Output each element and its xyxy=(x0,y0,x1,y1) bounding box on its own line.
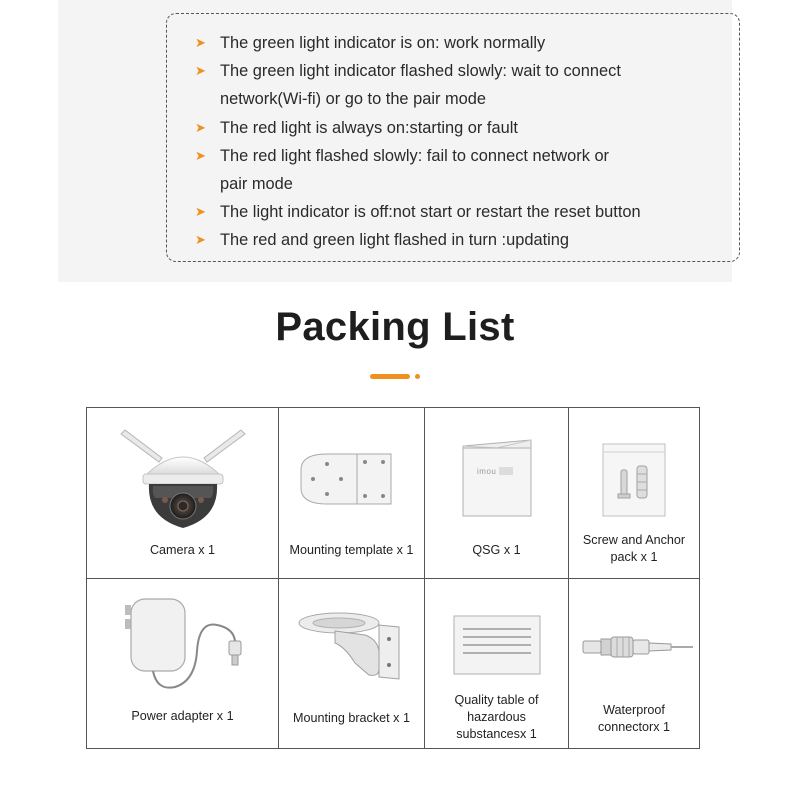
item-label: Screw and Anchor xyxy=(582,533,686,547)
waterproof-connector-icon xyxy=(577,629,695,665)
item-label: connectorx 1 xyxy=(597,720,671,734)
indicator-text: The red light flashed slowly: fail to connect network or xyxy=(220,146,610,165)
item-label: Quality table of xyxy=(454,693,539,707)
indicator-item xyxy=(195,226,715,254)
indicator-text: The green light indicator is on: work normally xyxy=(220,34,546,52)
arrow-bullet-icon: ➤ xyxy=(195,232,206,248)
arrow-bullet-icon: ➤ xyxy=(195,63,206,79)
indicator-text: The green light indicator flashed slowly: wait to connect xyxy=(220,62,621,81)
mounting-template-icon xyxy=(297,448,407,510)
arrow-bullet-icon: ➤ xyxy=(195,204,206,220)
packing-item-screw-anchor xyxy=(569,408,699,579)
packing-item-quality-table xyxy=(425,579,569,748)
arrow-bullet-icon: ➤ xyxy=(195,35,206,50)
packing-grid xyxy=(86,407,700,749)
packing-list-title: Packing List xyxy=(275,305,515,349)
indicator-box xyxy=(166,13,740,262)
packing-item-power-adapter xyxy=(87,579,279,748)
item-label: substancesx 1 xyxy=(456,727,537,741)
indicator-item xyxy=(195,142,715,198)
item-label: Waterproof xyxy=(603,703,665,717)
indicator-text: network(Wi-fi) or go to the pair mode xyxy=(220,90,486,109)
indicator-text: pair mode xyxy=(220,175,293,194)
qsg-booklet-icon xyxy=(457,436,537,520)
item-label: Power adapter x 1 xyxy=(131,709,234,723)
packing-item-mounting-template xyxy=(279,408,425,579)
item-label: hazardous xyxy=(467,710,526,724)
packing-item-waterproof-connector xyxy=(569,579,699,748)
indicator-item xyxy=(195,114,715,142)
item-label: Mounting template x 1 xyxy=(289,543,414,557)
camera-icon xyxy=(115,428,251,532)
title-accent-bar xyxy=(370,374,410,379)
screw-anchor-pack-icon xyxy=(599,440,669,520)
indicator-item xyxy=(195,57,715,113)
indicator-text: The red and green light flashed in turn :updating xyxy=(220,231,569,250)
indicator-text: The red light is always on:starting or fault xyxy=(220,118,518,137)
item-label: pack x 1 xyxy=(610,550,658,564)
indicator-section xyxy=(58,0,732,282)
arrow-bullet-icon: ➤ xyxy=(195,119,206,135)
qsg-brand-logo: imou xyxy=(477,467,497,476)
indicator-item xyxy=(195,198,715,226)
packing-item-qsg xyxy=(425,408,569,579)
indicator-text: The light indicator is off:not start or restart the reset button xyxy=(220,203,641,222)
item-label: Mounting bracket x 1 xyxy=(293,711,410,725)
title-accent-dot xyxy=(415,374,420,379)
packing-item-mounting-bracket xyxy=(279,579,425,748)
indicator-list xyxy=(195,29,715,255)
packing-item-camera xyxy=(87,408,279,579)
arrow-bullet-icon: ➤ xyxy=(195,147,206,163)
quality-table-icon xyxy=(451,613,543,677)
mounting-bracket-icon xyxy=(295,605,409,685)
power-adapter-icon xyxy=(113,591,253,695)
indicator-item xyxy=(195,29,715,57)
item-label: QSG x 1 xyxy=(472,543,521,557)
item-label: Camera x 1 xyxy=(149,543,216,557)
